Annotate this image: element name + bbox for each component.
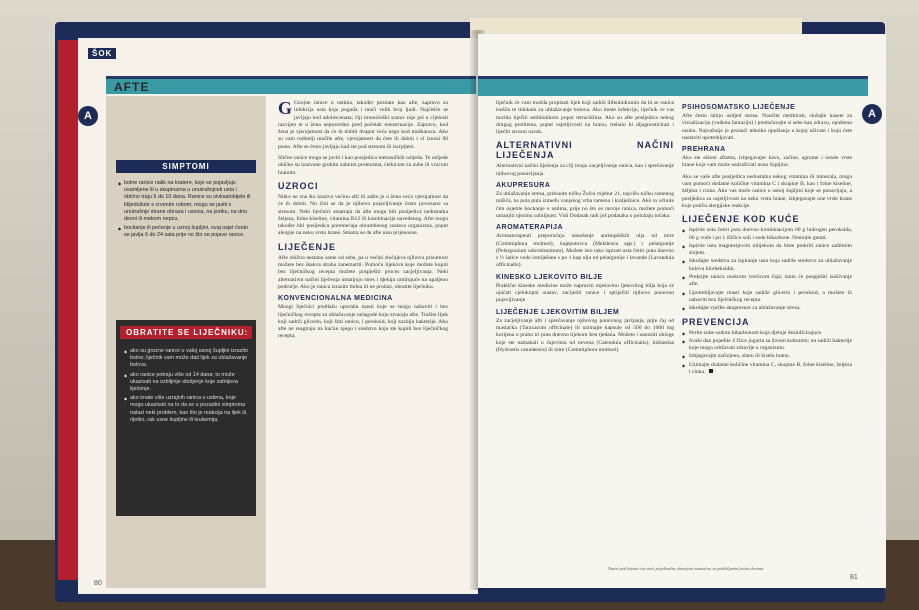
acupressure-heading: AKUPRESURA (496, 182, 551, 190)
alt-paragraph: Alternativni načini liječenja za cilj imaju zacjeljivanje ranica, kao i sprečavanje njihovog ponavljanja. (496, 163, 674, 177)
causes-paragraph: Nitko ne zna što izaziva većinu afti ili zašto je u žena veća vjerojatnost da će ih dobiti. No čini se da je njihovo pojavljivanje često povezano sa stresom. Neki liječnici smatraju da afte mogu biti posljedica nedostatka željeza, folne kiseline, vitamina B12 ili kombinacije navedenog. Afte mogu također biti posljedica poremećaja obrambenog sustava organizma, poput alergije na neku vrstu hrane. Smatra se da afte nisu prijenosne. (278, 193, 448, 237)
page-number-left: 80 (94, 580, 102, 587)
psychosomatic-paragraph: Afte često izbiju uslijed stresa. Naučite meditirati, slušajte kasete za vizualizaciju (vođenu fantaziju) i predočavajte si sebe kao zdravu, opuštenu osobu. Najvažnije je pronaći tehniku opuštanja u kojoj uživate i koju ćete nastaviti upotrebljavati. (682, 113, 852, 141)
list-item: ◆ Svaki dan pojedite 4 žlice jogurta sa živom kulturom; on sadrži bakterije koje mogu održavati zdravlje u organizmu. (682, 338, 852, 353)
chinese-herbs-heading: KINESKO LJEKOVITO BILJE (496, 273, 603, 281)
aromatherapy-paragraph: Aromaterapeuti preporučaju nanošenje antiseptičkih ulja od mire (Commiphora molmol), kajeputovca (Melaleuca spp.) i pelargonije (Pelargonium odoratissimum). Možete isto tako ispirati usta četiri puta dnevno s ½ šalice vode izmiješane s po 1 kap ulja od pelargonije i lavande (Lavandula officinalis). (496, 233, 674, 269)
page-number-right: 81 (850, 574, 858, 581)
list-item: ◆ Izbjegavajte začinjenu, slanu ili kiselu hranu. (682, 353, 852, 360)
alphabet-tab: A (78, 106, 98, 126)
herbal-heading: LIJEČENJE LJEKOVITIM BILJEM (496, 308, 620, 316)
alt-heading: ALTERNATIVNI NAČINI LIJEČENJA (496, 140, 674, 161)
right-page (478, 34, 886, 588)
list-item: ◆ bockanje ili pečenje u usnoj šupljini, ovaj osjet često se javlja 6 do 24 sata prije no što se pojave ranice. (118, 225, 254, 239)
list-item: ◆ ako ranice potraju više od 14 dana; to može ukazivati na ozbiljnije oboljenje koje zahtijeva liječenje. (124, 372, 250, 394)
herbal-paragraph: Za zacjeljivanje afti i sprečavanje njihovog ponovnog javljanja, pijte čaj od maslačka (Taraxacum officinale) ili uzimajte kapsule od 500 do 1000 mg korijena u prahu tri puta dnevno tijekom šest tjedana. Možete i nanositi obloge koje ste namakali u čajevima od nevena (Calendula officinalis), hidrastisa (Hydrastis canadensis) ili mire (Commiphora molmol). (496, 317, 674, 353)
symptoms-heading: SIMPTOMI (116, 160, 256, 173)
diet-paragraph: Ako ste skloni aftama, izbjegavajte kavu, začine, agrume i ostale vrste hrane koja vam može nadraživati usnu šupljinu. (682, 155, 852, 169)
home-list (682, 227, 852, 312)
sidebar (106, 96, 266, 588)
home-heading: LIJEČENJE KOD KUĆE (682, 214, 800, 225)
list-item: ◆ Perite zube sodom bikarbonom koja djeluje dezinficirajuće. (682, 330, 852, 337)
title-bar (106, 76, 476, 94)
psychosomatic-heading: PSIHOSOMATSKO LIJEČENJE (682, 104, 796, 111)
list-item: ◆ bolne ranice nalik na kratere, koje se pojavljuju usamljene ili u skupinama u unutrašnjosti usta i obično traju 5 do 10 dana. Ranice su sivkastobijele ili blijedožute s crvenim rubom; mogu se javiti s unutrašnje strane obraza i usnica, na jeziku, na dnu desni ili mekom nepcu. (118, 180, 254, 223)
continued-paragraph: liječnik će vam možda propisati lijek koji sadrži difenhidramin da bi se ranica isušila te lidokain za ublažavanje bolova. Ako imate infekciju, liječnik će vas možda liječiti antibiotikom poput tetraciklina. Ako su afte posljedica nekog drugog problema, poput osjetljivosti na hranu, trebalo bi dijagnosticirati i liječiti stvarni uzrok. (496, 100, 674, 136)
list-item: ◆ Ispirite usta magnezijevim mlijekom da biste prekrili ranice zaštitnim slojem. (682, 243, 852, 258)
acupressure-paragraph: Za ublažavanje stresa, pritisnite točku Žučni mjehur 21, najvišu točku ramenog mišića, na pola puta između vanjskog vrha ramena i kralježnice. Ako to učinite čim osjetite bockanje u ustima, prije no što se razvije ranica, možete pomoći umanjiti njezinu ozbiljnost. Vidi Dodatak radi još podataka o položaju točaka. (496, 191, 674, 219)
intro-paragraph-2: Slične ranice mogu se javiti i kao posljedica mehaničkih ozljeda. Te ozljede obično su izazvane grubim zubnim protezama, četkicom za zube ili vrućom hranom. (278, 155, 448, 176)
causes-heading: UZROCI (278, 180, 319, 191)
end-mark-icon (709, 369, 713, 373)
left-page (78, 38, 478, 594)
list-item: ◆ Ispirite usta četiri puta dnevno kombinacijom 60 g hidrogen peroksida, 60 g vode i po 1 žličicu soli i sode bikarbone. Nemojte gutati. (682, 227, 852, 242)
treatment-paragraph: Afte obično nestanu same od sebe, pa u većini slučajeva njihovu prisutnost možete bez ikakva straha zanemariti. Pomoću lijekova koje možete kupiti bez liječničkog recepta možete pospješiti proces zacjeljivanja. Neki alternativni načini liječenja umanjuju stres i djeluju umirujuće na upaljeno područje. Ako je ranica izrazito bolna ili ne prolazi, obratite liječniku. (278, 254, 448, 290)
footnote: Nazivi pod kojima ćete naći pojedinačne obavijesti naznačeni su podebljanim kosim slovima. (608, 566, 765, 571)
doctor-heading: OBRATITE SE LIJEČNIKU: (120, 326, 252, 339)
conventional-heading: KONVENCIONALNA MEDICINA (278, 295, 393, 303)
right-text-column-1 (496, 100, 674, 358)
doctor-list (124, 348, 250, 426)
doctor-box (116, 320, 256, 516)
prevention-list (682, 330, 852, 377)
symptoms-list (118, 180, 254, 242)
list-item: ◆ ako imate više uzrajnih ranica u ustima, koje mogu ukazivati na to da se u pozadini simptoma nalazi neki problem, kao što je reakcija na lijek ili, rijetko, rak usne šupljine ili leukemija. (124, 395, 250, 424)
left-text-column (278, 100, 448, 345)
prevention-heading: PREVENCIJA (682, 316, 750, 327)
aromatherapy-heading: AROMATERAPIJA (496, 224, 564, 232)
list-item: ◆ Prekrijte ranicu mokrom vrećicom čaja; tanin će pospješiti isušivanje afte. (682, 274, 852, 289)
treatment-heading: LIJEČENJE (278, 241, 337, 252)
page-title: AFTE (114, 80, 150, 94)
intro-paragraph: G Gnojne ranice u ustima, također poznate kao afte, zapravo su infekcija usta koja pogađa i muči velik broj ljudi. Najčešće se javljaju kod adolescenata; čiji imunološki sustav nije još u cijelosti razvijen te u žena neposredno pred početak menstruacije. Zapravo, kod žena je vjerojatnost da će ih dobiti dvaput veća nego kod muškaraca. Ako su vam roditelji mučile afte, vjerojatnost da ćete ih dobiti i vi iznosi 90 posto. Afte se često javljaju kad ste pod stresom ili iscrpljeni. (278, 98, 448, 150)
conventional-paragraph: Mnogi liječnici predlažu uporabu masti koje se mogu nabaviti i bez liječničkog recepta za ublažavanje nelagode koju stvaraju afte. Tražite lijek koji sadrži glicerin, koji štiti ranicu, i peroksid, koji suzbija bakterije. Ako afte ne reagiraju na kućnu njegu i sredstva koja ste kupili bez liječničkog recepta, (278, 304, 448, 340)
right-text-column-2 (682, 100, 852, 377)
list-item: ◆ Iskušajte sredstva za ispiranje usta koja sadrže sredstvo za ublažavanje bolova klorheksidin. (682, 258, 852, 273)
section-tag: ŠOK (88, 48, 116, 59)
title-bar-right (478, 76, 868, 96)
chinese-herbs-paragraph: Praktičar kineske medicine može napraviti mješavinu ljekovitog bilja koja će ojačati cjelokupni sustav, zacijeliti ranice i spriječiti njihovo ponovno pojavljivanje. (496, 282, 674, 304)
list-item: ◆ Uzimajte dodatne količine vitamina C, skupine B, folne kiseline, željeza i cinka. (682, 362, 852, 377)
alphabet-tab-right: A (862, 104, 882, 124)
diet-heading: PREHRANA (682, 146, 726, 154)
list-item: ◆ Upotrebljavajte masti koje sadrže glicerin i peroksid, a možete ih nabaviti bez liječničkog recepta. (682, 290, 852, 305)
diet-paragraph-2: Ako se vaše afte posljedica nedostatka nekog vitamina ili minerala, mogu vam pomoći dodatne količine vitamina C i skupine B, kao i folne kiseline, željeza i cinka. Ako vas muče ranice u usnoj šupljini koje se ponavljaju, a posljedica su osjetljivosti na neku vrstu hrane, izbjegavajte one vrste hrane koje potiču alergijske reakcije. (682, 173, 852, 209)
list-item: ◆ ako su grozne ranice u valoj usnoj šupljini izrazito bolne; liječnik vam može dati lijek za ublažavanje bolova. (124, 348, 250, 370)
list-item: ◆ Iskušajte vježbe akupresure za ublažavanje stresa. (682, 305, 852, 312)
